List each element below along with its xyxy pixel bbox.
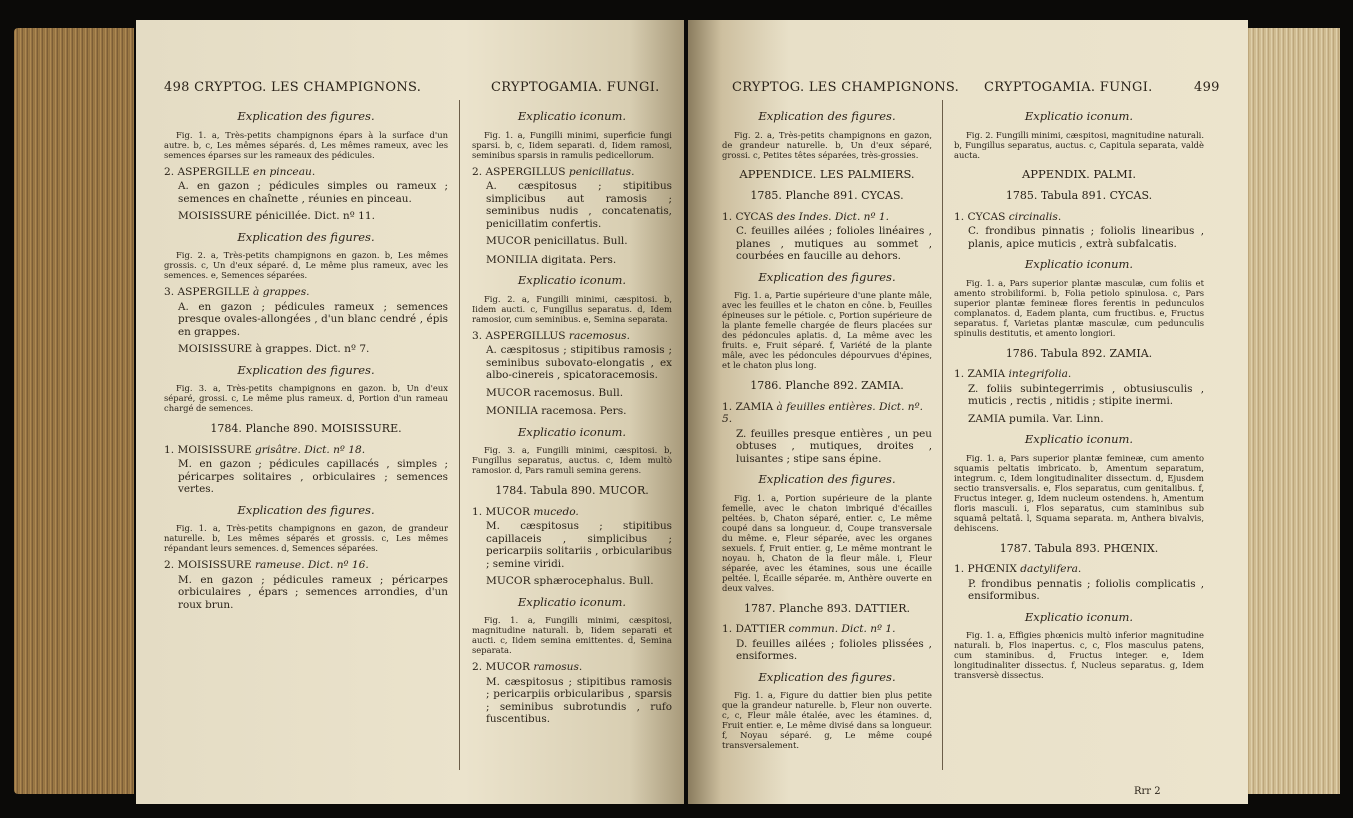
genus-entry bbox=[722, 401, 932, 426]
page-header: CRYPTOGAMIA. FUNGI. bbox=[491, 80, 660, 95]
figure-explanation: Fig. 3. a, Très-petits champignons en gazon. b, Un d'eux séparé, grossi. c, Le même plus rameux. d, Portion d'un rameau chargé de semences. bbox=[164, 383, 448, 413]
figure-explanation: Fig. 2. a, Fungilli minimi, cæspitosi. b, Iidem aucti. c, Fungillus separatus. d, Idem ramosior, cum seminibus. e, Semina separata. bbox=[472, 293, 672, 324]
synonym-line: MONILIA digitata. Pers. bbox=[486, 253, 617, 266]
explication-heading: Explicatio iconum. bbox=[1024, 609, 1134, 624]
explication-heading: Explicatio iconum. bbox=[1024, 432, 1134, 446]
genus-name: 1. PHŒNIX bbox=[954, 563, 1021, 575]
figure-explanation: Fig. 1. a, Partie supérieure d'une plante mâle, avec les feuilles et le chaton en cône. b, Feuilles épineuses sur le pétiole. c, Portion supérieure de la plante femelle chargée de fleurs placées sur des pédoncules aplatis. d, La même avec les fruits. e, Fruit séparé. f, Variété de la plante mâle, avec les pédoncules dépourvues d'épines, et le chaton plus long. bbox=[722, 290, 932, 370]
genus-name: 1. CYCAS bbox=[954, 210, 1009, 223]
species-description: M. en gazon ; pédicules rameux ; péricarpes orbiculaires , épars ; semences arrondies, d'un roux brun. bbox=[178, 573, 448, 611]
plate-heading: 1784. Planche 890. MOISISSURE. bbox=[210, 422, 402, 435]
page-header: CRYPTOGAMIA. FUNGI. bbox=[984, 80, 1153, 95]
species-epithet: mucedo. bbox=[533, 505, 579, 518]
species-epithet: dactylifera. bbox=[1020, 563, 1082, 575]
species-epithet: rameuse. Dict. nº 16. bbox=[254, 559, 369, 571]
figure-explanation: Fig. 2. Fungilli minimi, cæspitosi, magnitudine naturali. b, Fungillus separatus, auctus. c, Capitula separata, valdè aucta. bbox=[954, 129, 1204, 160]
explication-heading: Explicatio iconum. bbox=[517, 273, 627, 287]
synonym-line: ZAMIA pumila. Var. Linn. bbox=[968, 412, 1104, 425]
page-header: 498 CRYPTOG. LES CHAMPIGNONS. bbox=[164, 80, 422, 95]
column-french bbox=[722, 102, 932, 756]
column-latin bbox=[954, 102, 1204, 686]
genus-name: 1. ZAMIA bbox=[722, 400, 777, 413]
genus-entry bbox=[954, 563, 1204, 576]
species-epithet: à grappes. bbox=[253, 286, 310, 298]
figure-explanation: Fig. 1. a, Portion supérieure de la plante femelle, avec le chaton imbriqué d'écailles peltées. b, Chaton séparé, entier. c, Le même coupé dans sa longueur. d, Coupe transversale du même. e, Fleur séparée, avec les organes sexuels. f, Fruit entier. g, Le même montrant le noyau. h, Chaton de la fleur mâle. i, Fleur séparée, avec les étamines, sous une écaille peltée. l, Écaille séparée. m, Anthère ouverte en deux valves. bbox=[722, 492, 932, 593]
species-epithet: commun. Dict. nº 1. bbox=[788, 623, 896, 635]
species-epithet: circinalis. bbox=[1008, 210, 1062, 223]
plate-heading: 1786. Tabula 892. ZAMIA. bbox=[1005, 346, 1153, 360]
species-epithet: penicillatus. bbox=[568, 165, 635, 178]
open-book bbox=[14, 6, 1340, 812]
figure-explanation: Fig. 1. a, Pars superior plantæ masculæ, cum foliis et amento strobiliformi. b, Folia petiolo spinulosa. c, Pars superior plantæ femineæ flores ferentis in pedunculos complanatos. d, Eadem planta, cum fructibus. e, Fructus separatus. f, Varietas plantæ masculæ, cum pedunculis spinulis destitutis, et amento longiori. bbox=[954, 277, 1204, 338]
genus-name: 1. DATTIER bbox=[722, 623, 789, 635]
synonym-line: MOISISSURE pénicillée. Dict. nº 11. bbox=[178, 210, 375, 222]
appendix-heading: APPENDICE. LES PALMIERS. bbox=[739, 166, 915, 181]
species-description: A. cæspitosus ; stipitibus ramosis ; seminibus subovato-elongatis , ex albo-cinereis , spicatoracemosis. bbox=[486, 344, 672, 381]
figure-explanation: Fig. 1. a, Très-petits champignons en gazon, de grandeur naturelle. b, Les mêmes séparés et grossis. c, Les mêmes répandant leurs semences. d, Semences séparées. bbox=[164, 523, 448, 553]
genus-name: 1. CYCAS bbox=[722, 210, 777, 223]
species-description: A. en gazon ; pédicules rameux ; semences presque ovales-allongées , d'un blanc cendré , épis en grappes. bbox=[178, 300, 448, 338]
species-description: D. feuilles ailées ; folioles plissées , ensiformes. bbox=[736, 637, 932, 662]
plate-heading: 1784. Tabula 890. MUCOR. bbox=[495, 484, 649, 497]
explication-heading: Explicatio iconum. bbox=[517, 109, 627, 123]
plate-heading: 1786. Planche 892. ZAMIA. bbox=[750, 379, 904, 392]
species-description: M. cæspitosus ; stipitibus ramosis ; pericarpiis orbicularibus , sparsis ; seminibus subrotundis , rufo fuscentibus. bbox=[486, 675, 672, 725]
species-description: M. en gazon ; pédicules capillacés , simples ; péricarpes solitaires , orbiculaires ; semences vertes. bbox=[178, 458, 448, 495]
genus-entry bbox=[472, 330, 672, 343]
species-description: C. feuilles ailées ; folioles linéaires , planes , mutiques au sommet , courbées en faucille au dehors. bbox=[736, 225, 932, 262]
genus-entry bbox=[954, 368, 1204, 381]
explication-heading: Explication des figures. bbox=[237, 229, 375, 244]
explication-heading: Explication des figures. bbox=[758, 669, 896, 684]
genus-name: 2. MOISISSURE bbox=[164, 559, 255, 571]
right-page bbox=[688, 20, 1248, 804]
genus-entry bbox=[954, 211, 1204, 224]
genus-name: 2. ASPERGILLUS bbox=[472, 165, 569, 178]
figure-explanation: Fig. 1. a, Pars superior plantæ femineæ, cum amento squamis peltatis imbricato. b, Amentum separatum, integrum. c, Idem longitudinaliter dissectum. d, Ejusdem sectio transversalis. e, Flos separatus, cum genitalibus. f, Fructus integer. g, Idem nucleum ostendens. h, Amentum floris masculi. i, Flos separatus, cum staminibus sub squamâ peltatâ. l, Squama separata. m, Anthera bivalvis, dehiscens. bbox=[954, 452, 1204, 533]
figure-explanation: Fig. 1. a, Fungilli minimi, cæspitosi, magnitudine naturali. b, Iidem separati et aucti. c, Iidem semina emittentes. d, Semina separata. bbox=[472, 615, 672, 655]
species-description: M. cæspitosus ; stipitibus capillaceis , simplicibus ; pericarpiis solitariis , orbicularibus ; semine viridi. bbox=[486, 520, 672, 570]
species-description: A. cæspitosus ; stipitibus simplicibus aut ramosis ; seminibus nudis , concatenatis, penicillatim confertis. bbox=[486, 180, 672, 230]
page-header: CRYPTOG. LES CHAMPIGNONS. bbox=[732, 80, 960, 95]
synonym-line: MOISISSURE à grappes. Dict. nº 7. bbox=[178, 343, 370, 355]
figure-explanation: Fig. 1. a, Fungilli minimi, superficie fungi sparsi. b, c, Iidem separati. d, Iidem ramosi, seminibus sparsis in ramulis pedicellorum. bbox=[472, 129, 672, 160]
column-rule bbox=[459, 100, 460, 770]
genus-entry bbox=[164, 559, 448, 572]
species-description: Z. foliis subintegerrimis , obtusiusculis , muticis , rectis , nitidis ; stipite inermi. bbox=[968, 382, 1204, 407]
column-latin bbox=[472, 102, 672, 731]
genus-entry bbox=[164, 444, 448, 457]
appendix-heading: APPENDIX. PALMI. bbox=[1021, 166, 1137, 181]
plate-heading: 1785. Tabula 891. CYCAS. bbox=[1005, 189, 1153, 202]
synonym-line: MUCOR penicillatus. Bull. bbox=[486, 235, 628, 247]
plate-heading: 1787. Planche 893. DATTIER. bbox=[744, 601, 910, 615]
explication-heading: Explication des figures. bbox=[758, 269, 896, 284]
figure-explanation: Fig. 3. a, Fungilli minimi, cæspitosi. b, Fungillus separatus, auctus. c, Idem multò ramosior. d, Pars ramuli semina gerens. bbox=[472, 445, 672, 475]
figure-explanation: Fig. 2. a, Très-petits champignons en gazon, de grandeur naturelle. b, Un d'eux séparé, grossi. c, Petites têtes séparées, très-grossies. bbox=[722, 129, 932, 160]
explication-heading: Explication des figures. bbox=[237, 109, 375, 123]
species-description: Z. feuilles presque entières , un peu obtuses , mutiques, droites , luisantes ; stipe sans épine. bbox=[736, 427, 932, 465]
plate-heading: 1787. Tabula 893. PHŒNIX. bbox=[999, 541, 1159, 555]
genus-name: 3. ASPERGILLUS bbox=[472, 329, 569, 342]
plate-heading: 1785. Planche 891. CYCAS. bbox=[750, 189, 904, 202]
genus-name: 2. MUCOR bbox=[472, 661, 534, 673]
species-epithet: des Indes. Dict. nº 1. bbox=[776, 210, 889, 223]
synonym-line: MUCOR sphærocephalus. Bull. bbox=[486, 575, 654, 587]
species-description: C. frondibus pinnatis ; foliolis linearibus , planis, apice muticis , extrà subfalcatis. bbox=[968, 225, 1204, 250]
page-edges-right bbox=[1245, 28, 1340, 794]
genus-name: 2. ASPERGILLE bbox=[164, 165, 254, 178]
figure-explanation: Fig. 1. a, Très-petits champignons épars à la surface d'un autre. b, c, Les mêmes séparés. d, Les mêmes rameux, avec les semences éparses sur les rameaux des pédicules. bbox=[164, 129, 448, 160]
column-rule bbox=[942, 100, 943, 770]
genus-entry bbox=[472, 166, 672, 179]
genus-entry bbox=[472, 506, 672, 519]
explication-heading: Explicatio iconum. bbox=[517, 424, 627, 439]
species-epithet: integrifolia. bbox=[1008, 368, 1072, 380]
explication-heading: Explicatio iconum. bbox=[1024, 257, 1134, 271]
synonym-line: MUCOR racemosus. Bull. bbox=[486, 386, 624, 399]
explication-heading: Explication des figures. bbox=[758, 109, 896, 123]
species-epithet: racemosus. bbox=[568, 329, 630, 342]
genus-name: 1. MUCOR bbox=[472, 505, 534, 518]
genus-name: 1. MOISISSURE bbox=[164, 443, 255, 456]
explication-heading: Explication des figures. bbox=[758, 472, 896, 486]
column-french bbox=[164, 102, 448, 616]
species-description: P. frondibus pennatis ; foliolis complicatis , ensiformibus. bbox=[968, 577, 1204, 602]
figure-explanation: Fig. 1. a, Effigies phœnicis multò inferior magnitudine naturali. b, Flos inapertus. c, c, Flos masculus patens, cum staminibus. d, Fructus integer. e, Idem longitudinaliter dissectus. f, Nucleus separatus. g, Idem transversè dissectus. bbox=[954, 630, 1204, 680]
species-epithet: à feuilles entières. Dict. nº. 5. bbox=[722, 400, 923, 425]
figure-explanation: Fig. 1. a, Figure du dattier bien plus petite que la grandeur naturelle. b, Fleur non ouverte. c, c, Fleur mâle étalée, avec les étamines. d, Fruit entier. e, Le même divisé dans sa longueur. f, Noyau séparé. g, Le même coupé transversalement. bbox=[722, 690, 932, 750]
genus-entry bbox=[164, 166, 448, 179]
page-number: 499 bbox=[1194, 80, 1220, 95]
species-epithet: ramosus. bbox=[533, 661, 583, 673]
figure-explanation: Fig. 2. a, Très-petits champignons en gazon. b, Les mêmes grossis. c, Un d'eux séparé. d, Le même plus rameux, avec les semences. e, Semences séparées. bbox=[164, 250, 448, 280]
signature-mark: Rrr 2 bbox=[1134, 786, 1161, 797]
genus-entry bbox=[722, 623, 932, 636]
genus-entry bbox=[472, 661, 672, 674]
species-description: A. en gazon ; pédicules simples ou rameux ; semences en chaînette , réunies en pinceau. bbox=[178, 180, 448, 205]
explication-heading: Explication des figures. bbox=[237, 502, 375, 517]
species-epithet: en pinceau. bbox=[253, 165, 316, 178]
explication-heading: Explicatio iconum. bbox=[1024, 109, 1134, 123]
left-page bbox=[136, 20, 684, 804]
explication-heading: Explication des figures. bbox=[237, 362, 375, 377]
genus-entry bbox=[722, 211, 932, 224]
page-edges-left bbox=[14, 28, 134, 794]
genus-name: 3. ASPERGILLE bbox=[164, 286, 254, 298]
synonym-line: MONILIA racemosa. Pers. bbox=[486, 405, 627, 417]
genus-name: 1. ZAMIA bbox=[954, 368, 1009, 380]
species-epithet: grisâtre. Dict. nº 18. bbox=[254, 443, 366, 456]
genus-entry bbox=[164, 286, 448, 299]
explication-heading: Explicatio iconum. bbox=[517, 594, 627, 609]
